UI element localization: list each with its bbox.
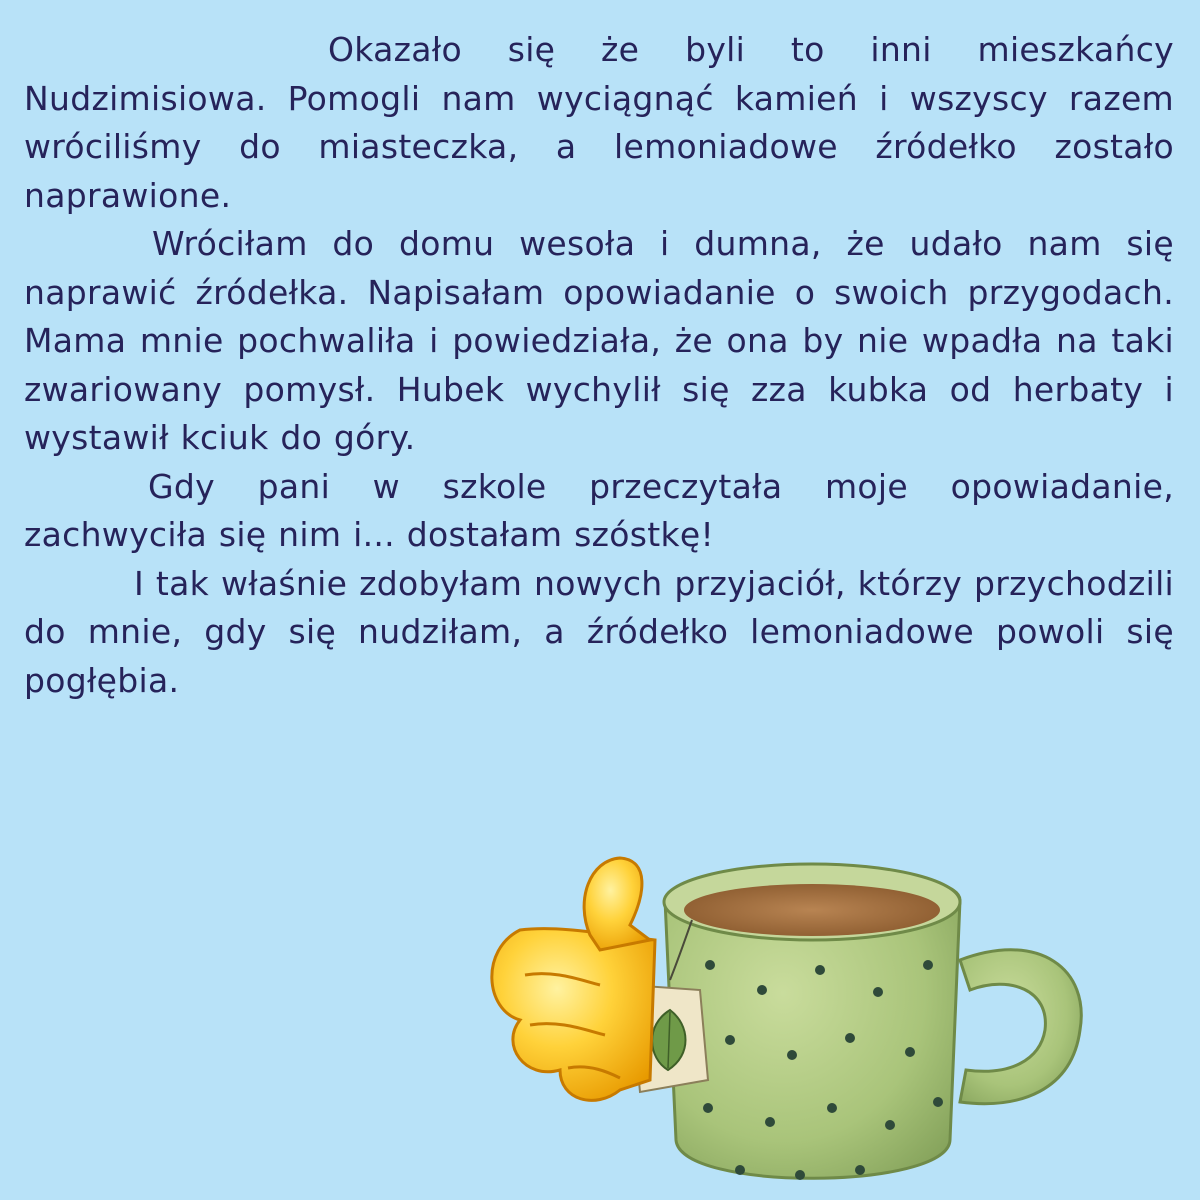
tea-mug-icon <box>664 864 960 1180</box>
thumbs-up-mug-illustration <box>480 840 1180 1200</box>
thumbs-up-icon <box>492 858 655 1100</box>
mug-handle <box>960 950 1081 1104</box>
story-text <box>24 26 1174 705</box>
story-paragraph-2: Wróciłam do domu wesoła i dumna, że udało nam się naprawić źródełka. Napisałam opowiadanie o swoich przygodach. Mama mnie pochwaliła i powiedziała, że ona by nie wpadła na taki zwariowany pomysł. Hubek wychylił się zza kubka od herbaty i wystawił kciuk do góry. <box>24 224 1174 457</box>
story-paragraph-3: Gdy pani w szkole przeczytała moje opowiadanie, zachwyciła się nim i... dostałam szóstkę! <box>24 466 1174 554</box>
story-paragraph-1: Okazało się że byli to inni mieszkańcy Nudzimisiowa. Pomogli nam wyciągnąć kamień i wszyscy razem wróciliśmy do miasteczka, a lemoniadowe źródełko zostało naprawione. <box>24 30 1174 215</box>
story-paragraph-4: I tak właśnie zdobyłam nowych przyjaciół, którzy przychodzili do mnie, gdy się nudziłam, a źródełko lemoniadowe powoli się pogłębia. <box>24 563 1174 700</box>
